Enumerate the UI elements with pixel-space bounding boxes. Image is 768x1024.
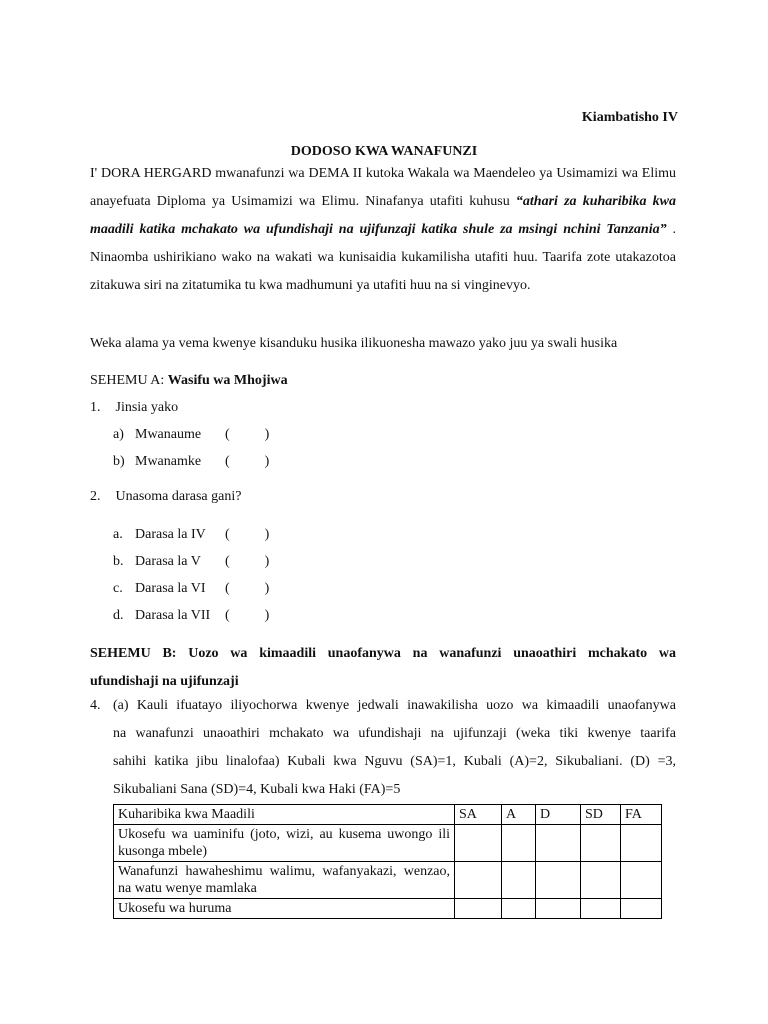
rating-cell-fa[interactable] [621, 862, 662, 899]
option-row[interactable] [113, 602, 269, 630]
option-label: c. [113, 581, 123, 596]
section-b-line-2: ufundishaji na ujifunzaji [90, 674, 239, 689]
question-4-line-3: sahihi katika jibu linalofaa) Kubali kwa Nguvu (SA)=1, Kubali (A)=2, Sikubaliani. (D) =3, [113, 754, 676, 769]
header-cell: SD [581, 805, 621, 825]
rating-table [113, 804, 662, 919]
option-label: a) [113, 427, 124, 442]
rating-cell-sa[interactable] [455, 862, 502, 899]
question-text: Unasoma darasa gani? [115, 489, 242, 504]
document-title: DODOSO KWA WANAFUNZI [290, 144, 478, 159]
section-b-line-1: SEHEMU B: Uozo wa kimaadili unaofanywa na wanafunzi unaoathiri mchakato wa [90, 646, 676, 661]
appendix-label: Kiambatisho IV [581, 110, 678, 125]
rating-cell-d[interactable] [536, 899, 581, 919]
rating-cell-d[interactable] [536, 862, 581, 899]
section-a-prefix: SEHEMU A: [90, 373, 168, 388]
rating-cell-sa[interactable] [455, 825, 502, 862]
question-4-line-2: na wanafunzi unaoathiri mchakato wa ufundishaji na ujifunzaji (weka tiki kwenye taarifa [113, 726, 676, 741]
question-number: 2. [90, 489, 101, 504]
rating-cell-sd[interactable] [581, 862, 621, 899]
answer-box[interactable]: ( ) [225, 427, 270, 442]
rating-cell-fa[interactable] [621, 899, 662, 919]
rating-cell-a[interactable] [502, 862, 536, 899]
option-text: Darasa la IV [135, 527, 206, 542]
header-cell: FA [621, 805, 662, 825]
statement-cell: Ukosefu wa uaminifu (joto, wizi, au kusema uwongo ili kusonga mbele) [114, 825, 455, 862]
question-text: Jinsia yako [115, 400, 179, 415]
rating-cell-a[interactable] [502, 899, 536, 919]
rating-cell-sd[interactable] [581, 825, 621, 862]
rating-cell-fa[interactable] [621, 825, 662, 862]
header-cell: A [502, 805, 536, 825]
section-b-heading [90, 640, 676, 696]
header-cell: Kuharibika kwa Maadili [114, 805, 455, 825]
intro-paragraph [90, 160, 676, 300]
rating-cell-sa[interactable] [455, 899, 502, 919]
question-4 [90, 692, 676, 804]
question-4-line-4: Sikubaliani Sana (SD)=4, Kubali kwa Haki (FA)=5 [113, 782, 401, 797]
table-row [114, 899, 662, 919]
option-text: Darasa la V [135, 554, 201, 569]
option-label: b. [113, 554, 124, 569]
section-a-heading [90, 367, 288, 395]
option-label: a. [113, 527, 123, 542]
question-4-line-1: (a) Kauli ifuatayo iliyochorwa kwenye jedwali inawakilisha uozo wa kimaadili unaofanywa [113, 698, 676, 713]
option-label: b) [113, 454, 125, 469]
option-row[interactable] [113, 448, 269, 476]
table-row [114, 825, 662, 862]
statement-cell: Ukosefu wa huruma [114, 899, 455, 919]
rating-cell-sd[interactable] [581, 899, 621, 919]
header-cell: SA [455, 805, 502, 825]
instruction-text: Weka alama ya vema kwenye kisanduku husika ilikuonesha mawazo yako juu ya swali husika [90, 336, 618, 351]
question-number: 1. [90, 400, 101, 415]
rating-cell-d[interactable] [536, 825, 581, 862]
answer-box[interactable]: ( ) [225, 581, 270, 596]
statement-cell: Wanafunzi hawaheshimu walimu, wafanyakazi, wenzao, na watu wenye mamlaka [114, 862, 455, 899]
option-row[interactable] [113, 548, 269, 576]
answer-box[interactable]: ( ) [225, 608, 270, 623]
option-row[interactable] [113, 421, 269, 449]
section-a-title: Wasifu wa Mhojiwa [167, 373, 288, 388]
rating-cell-a[interactable] [502, 825, 536, 862]
question-number: 4. [90, 698, 101, 713]
intro-text-1: I' DORA HERGARD mwanafunzi wa DEMA II kutoka Wakala wa Maendeleo ya Usimamizi wa Elimu anayefuata Diploma ya Usimamizi wa Elimu. Ninafanya utafiti kuhusu [90, 166, 676, 209]
option-row[interactable] [113, 575, 269, 603]
option-row[interactable] [113, 521, 269, 549]
question-2 [90, 483, 241, 511]
header-cell: D [536, 805, 581, 825]
option-text: Darasa la VI [135, 581, 206, 596]
intro-research-title: “athari za kuharibika kwa maadili katika mchakato wa ufundishaji na ujifunzaji katika shule za msingi nchini Tanzania” [90, 194, 676, 237]
table-header-row [114, 805, 662, 825]
question-1 [90, 394, 178, 422]
option-text: Darasa la VII [135, 608, 211, 623]
option-text: Mwanaume [135, 427, 202, 442]
table-row [114, 862, 662, 899]
answer-box[interactable]: ( ) [225, 527, 270, 542]
intro-text-2: . Ninaomba ushirikiano wako na wakati wa kunisaidia kukamilisha utafiti huu. Taarifa zote utakazotoa zitakuwa siri na zitatumika tu kwa madhumuni ya utafiti huu na si vinginevyo. [90, 222, 676, 293]
answer-box[interactable]: ( ) [225, 554, 270, 569]
answer-box[interactable]: ( ) [225, 454, 270, 469]
option-text: Mwanamke [135, 454, 202, 469]
option-label: d. [113, 608, 124, 623]
